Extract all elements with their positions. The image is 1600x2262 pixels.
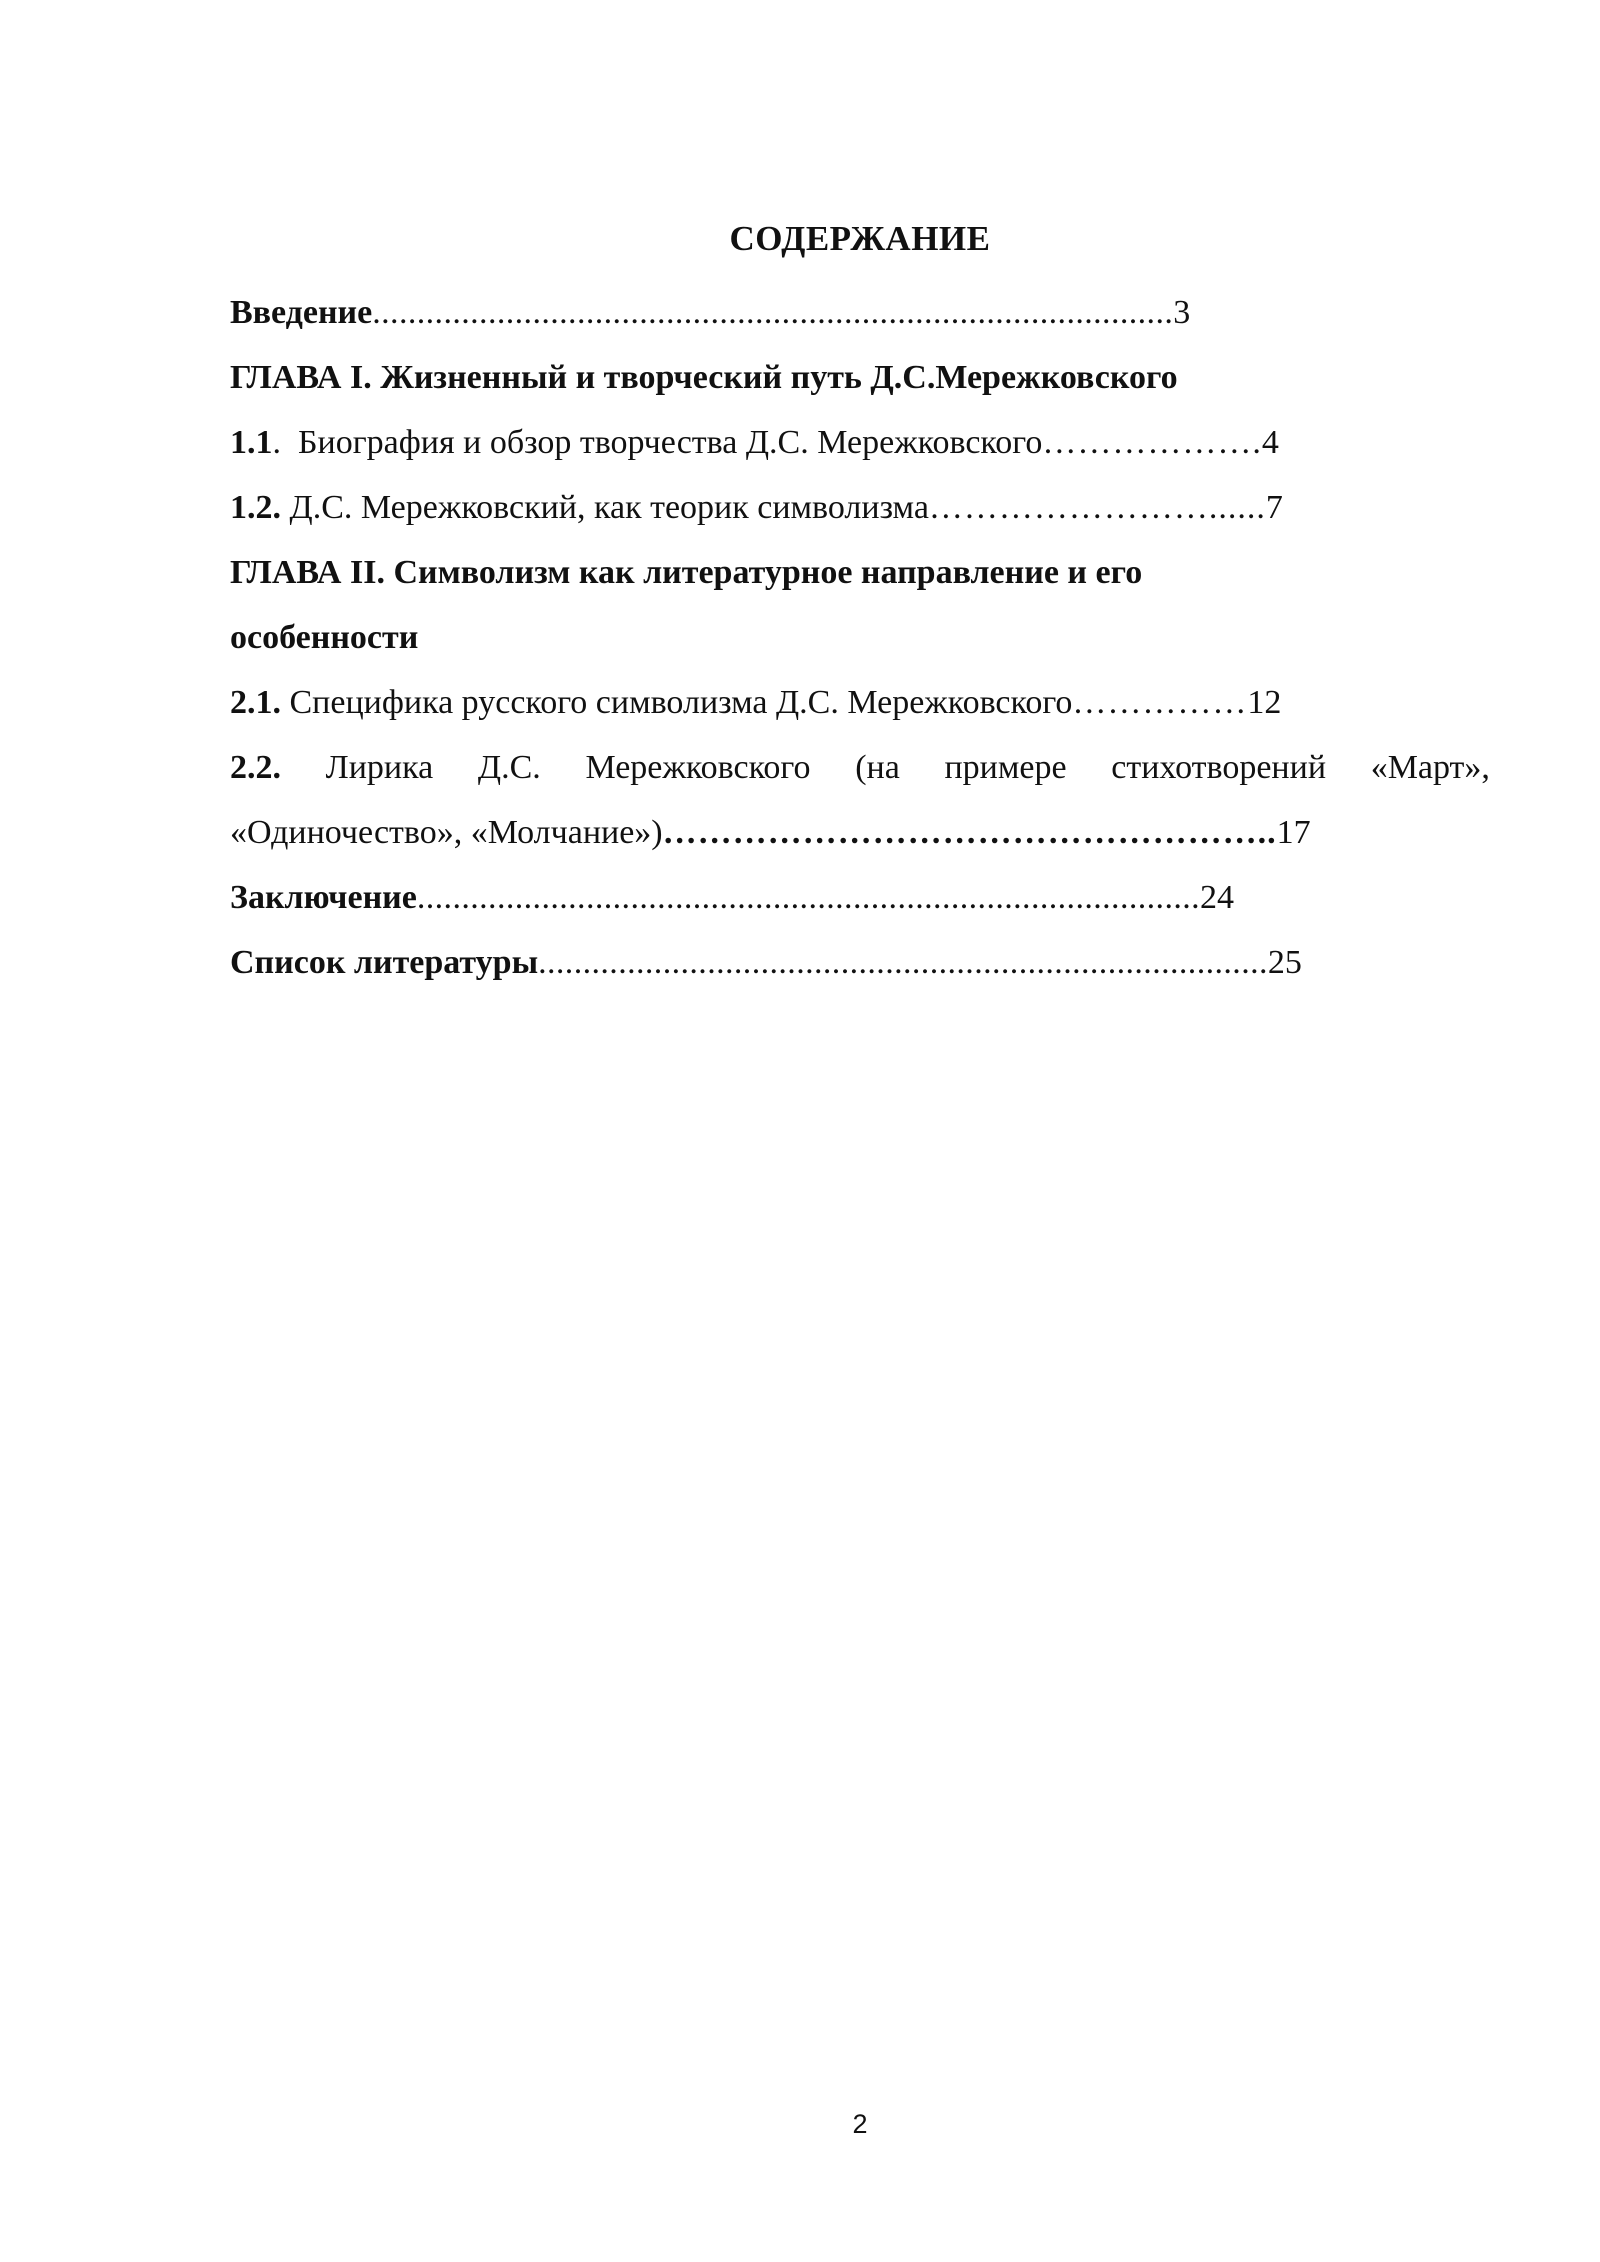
page-number: 2 (852, 2109, 868, 2139)
toc-page-number: 4 (1261, 424, 1279, 461)
toc-word: примере (944, 749, 1067, 786)
toc-page-number: 25 (1267, 944, 1302, 981)
toc-chapter-1-heading[interactable] (230, 345, 1490, 410)
toc-section-text: Специфика русского символизма Д.С. Мережковского (281, 684, 1073, 721)
toc-word: Лирика (325, 749, 434, 786)
toc-entry-label: Список литературы (230, 944, 539, 981)
toc-entry-label: Введение (230, 294, 373, 331)
toc-leader: …………………………………………….. (662, 814, 1277, 851)
toc-section-number: 2.1. (230, 684, 281, 721)
toc-title: СОДЕРЖАНИЕ (729, 219, 991, 258)
toc-chapter-2-heading-line1[interactable] (230, 540, 1490, 605)
toc-word: (на (855, 749, 900, 786)
toc-entry-2-2-line1[interactable] (230, 735, 1490, 800)
toc-entry-1-1[interactable] (230, 410, 1490, 475)
toc-section-text: Д.С. Мережковский, как теорик символизма (281, 489, 929, 526)
toc-entry-introduction[interactable] (230, 280, 1490, 345)
toc-word: стихотворений (1111, 749, 1327, 786)
toc-section-number: 1.1 (230, 424, 273, 461)
toc-word: Мережковского (585, 749, 811, 786)
toc-leader: ........................................................................................ (416, 879, 1201, 916)
toc-chapter-2-heading-line2[interactable] (230, 605, 1490, 670)
toc-section-text: «Одиночество», «Молчание») (230, 814, 663, 851)
toc-entry-2-2-line2[interactable] (230, 800, 1490, 865)
table-of-contents (230, 280, 1490, 995)
toc-page-number: 7 (1265, 489, 1283, 526)
toc-section-number: 2.2. (230, 749, 281, 786)
toc-page-number: 12 (1247, 684, 1282, 721)
toc-section-separator: . (272, 424, 298, 461)
toc-entry-1-2[interactable] (230, 475, 1490, 540)
toc-entry-bibliography[interactable] (230, 930, 1490, 995)
toc-leader: ……………………...... (928, 489, 1266, 526)
toc-chapter-label: ГЛАВА II. Символизм как литературное направление и его (230, 554, 1143, 591)
toc-page-number: 24 (1200, 879, 1235, 916)
toc-entry-conclusion[interactable] (230, 865, 1490, 930)
toc-chapter-label-continued: особенности (230, 619, 419, 656)
toc-word: Д.С. (477, 749, 541, 786)
toc-section-number: 1.2. (230, 489, 281, 526)
toc-leader: .................................................................................. (538, 944, 1268, 981)
toc-justified-line (230, 735, 1490, 800)
toc-leader: .......................................................................................... (372, 294, 1174, 331)
toc-page-number: 17 (1276, 814, 1311, 851)
toc-leader: ………………. (1042, 424, 1262, 461)
toc-section-text: Биография и обзор творчества Д.С. Мережковского (298, 424, 1043, 461)
toc-word: «Март», (1370, 749, 1490, 786)
toc-page-number: 3 (1173, 294, 1191, 331)
toc-entry-2-1[interactable] (230, 670, 1490, 735)
toc-chapter-label: ГЛАВА I. Жизненный и творческий путь Д.С.Мережковского (230, 359, 1178, 396)
toc-entry-label: Заключение (230, 879, 417, 916)
toc-leader: …………… (1072, 684, 1248, 721)
